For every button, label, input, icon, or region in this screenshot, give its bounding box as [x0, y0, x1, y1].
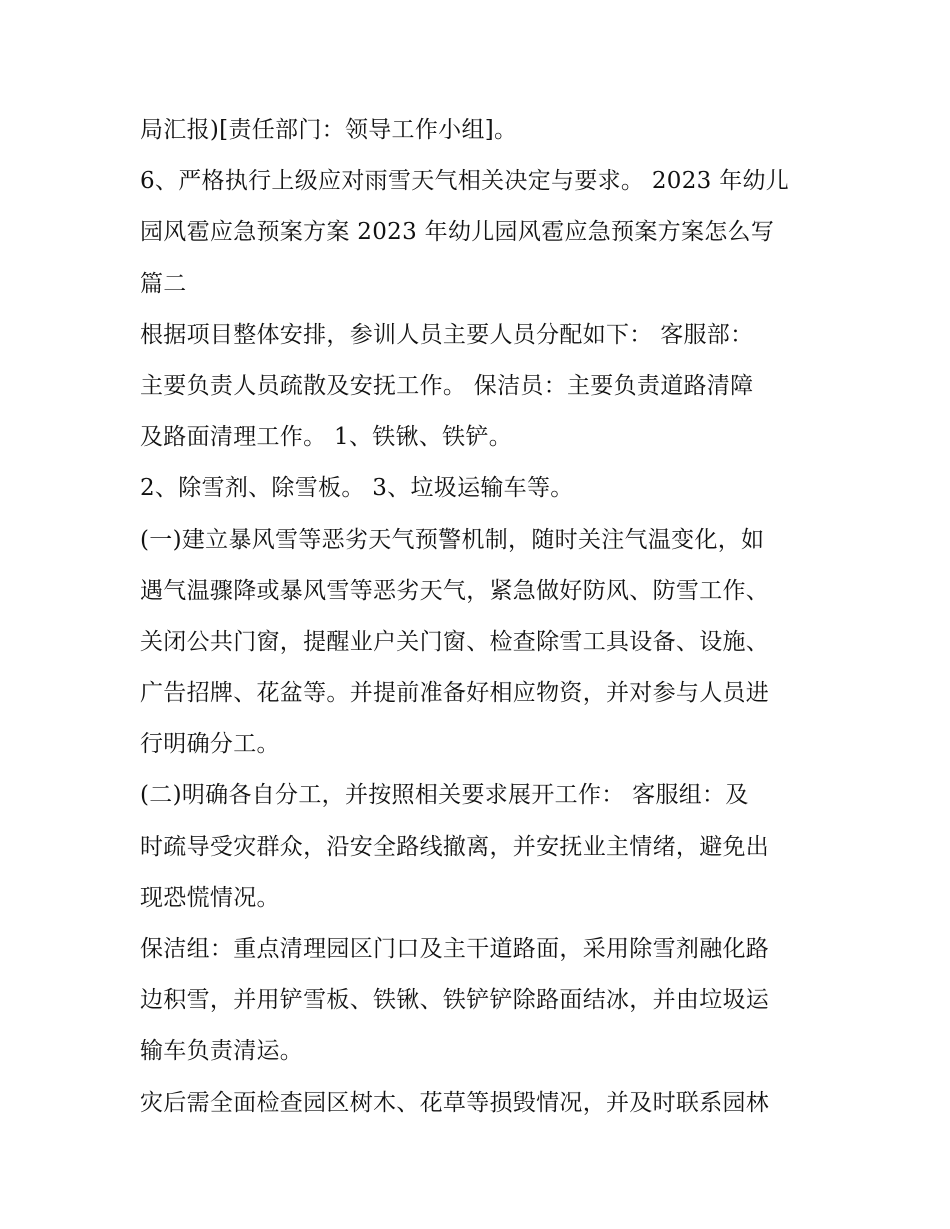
text-line: 遇气温骤降或暴风雪等恶劣天气，紧急做好防风、防雪工作、: [140, 577, 770, 604]
text-line: (二)明确各自分工，并按照相关要求展开工作： 客服组：及: [140, 782, 749, 809]
text-line: 边积雪，并用铲雪板、铁锹、铁铲铲除路面结冰，并由垃圾运: [140, 987, 770, 1014]
text-line: 灾后需全面检查园区树木、花草等损毁情况，并及时联系园林: [140, 1089, 770, 1116]
text-line: 关闭公共门窗，提醒业户关门窗、检查除雪工具设备、设施、: [140, 628, 770, 655]
text-line: 保洁组：重点清理园区门口及主干道路面，采用除雪剂融化路: [140, 936, 770, 962]
text-line: 6、严格执行上级应对雨雪天气相关决定与要求。 2023 年幼儿: [140, 168, 790, 195]
text-line: 现恐慌情况。: [140, 884, 280, 911]
text-line: 主要负责人员疏散及安抚工作。 保洁员：主要负责道路清障: [140, 372, 754, 399]
document-body: [140, 108, 820, 1132]
text-line: 输车负责清运。: [140, 1038, 304, 1065]
text-line: 根据项目整体安排，参训人员主要人员分配如下： 客服部：: [140, 321, 754, 348]
text-line: 行明确分工。: [140, 731, 280, 758]
text-line: 及路面清理工作。 1、铁锹、铁铲。: [140, 424, 513, 451]
text-line: 局汇报)[责任部门：领导工作小组]。: [140, 117, 518, 143]
text-line: 篇二: [140, 270, 187, 297]
text-line: (一)建立暴风雪等恶劣天气预警机制，随时关注气温变化，如: [140, 526, 765, 553]
text-line: 时疏导受灾群众，沿安全路线撤离，并安抚业主情绪，避免出: [140, 833, 770, 860]
text-line: 2、除雪剂、除雪板。 3、垃圾运输车等。: [140, 475, 574, 502]
text-line: 广告招牌、花盆等。并提前准备好相应物资，并对参与人员进: [140, 680, 770, 707]
text-line: 园风雹应急预案方案 2023 年幼儿园风雹应急预案方案怎么写: [140, 219, 775, 246]
